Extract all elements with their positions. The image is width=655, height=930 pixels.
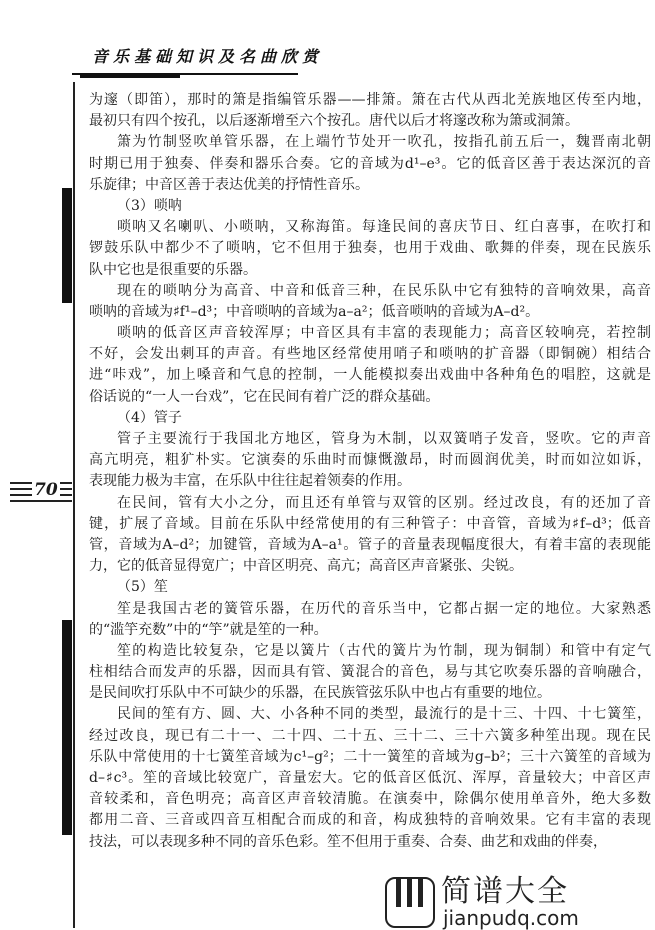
text-line: 管子主要流行于我国北方地区，管身为木制，以双簧哨子发音，竖吹。它的声音 — [117, 431, 651, 447]
paragraph — [89, 704, 651, 852]
text-line: 力，它的低音显得宽广；中音区明亮、高亢；高音区声音紧张、尖锐。 — [89, 558, 523, 575]
paragraph — [89, 281, 651, 323]
text-line: 高亢明亮，粗犷朴实。它演奏的乐曲时而慷慨激昂，时而圆润优美，时而如泣如诉， — [89, 452, 651, 469]
header-rule-accent — [80, 75, 180, 78]
paragraph — [89, 217, 651, 281]
paragraph — [89, 641, 651, 705]
body-text — [89, 90, 651, 853]
text-line: 柱相结合而发声的乐器，因而具有管、簧混合的音色，易与其它吹奏乐器的音响融合， — [89, 664, 651, 681]
text-line: 俗话说的“一人一台戏”，它在民间有着广泛的群众基础。 — [89, 388, 440, 405]
margin-thumb-bar — [62, 188, 72, 303]
text-line: 表现能力极为丰富，在乐队中往往起着领奏的作用。 — [89, 473, 411, 490]
paragraph — [89, 493, 651, 578]
text-line: 笙的构造比较复杂，它是以簧片（古代的簧片为竹制，现为铜制）和管中有定气 — [117, 642, 651, 659]
text-line: 队中它也是很重要的乐器。 — [89, 261, 257, 278]
text-line: 是民间吹打乐队中不可缺少的乐器，在民族管弦乐队中也占有重要的地位。 — [89, 685, 551, 702]
text-line: 键，扩展了音域。目前在乐队中经常使用的有三种管子：中音管，音域为♯f–d³；低音 — [89, 515, 651, 532]
text-line: 经过改良，现已有二十一、二十四、二十五、三十二、三十六簧多种笙出现。现在民 — [89, 727, 651, 744]
paragraph — [89, 429, 651, 493]
text-line: 锣鼓乐队中都少不了唢呐，它不但用于独奏，也用于戏曲、歌舞的伴奏，现在民族乐 — [89, 240, 651, 257]
text-line: 唢呐又名喇叭、小唢呐，又称海笛。每逢民间的喜庆节日、红白喜事，在吹打和 — [117, 219, 651, 236]
piano-keys-icon — [385, 877, 435, 928]
section-heading — [89, 196, 651, 217]
text-line: 民间的笙有方、圆、大、小各种不同的类型，最流行的是十三、十四、十七簧笙， — [117, 706, 651, 723]
page-number: 70 — [34, 480, 58, 500]
text-line: 技法，可以表现多种不同的音乐色彩。笙不但用于重奏、合奏、曲艺和戏曲的伴奏， — [89, 833, 607, 850]
text-line: 都用二音、三音或四音互相配合而成的和音，构成独特的音响效果。它有丰富的表现 — [89, 812, 651, 829]
text-line: 最初只有四个按孔，以后逐渐增至六个按孔。唐代以后才将邃改称为箫或洞箫。 — [89, 113, 579, 130]
watermark-logo — [385, 874, 655, 930]
text-line: 现在的唢呐分为高音、中音和低音三种，在民乐队中它有独特的音响效果，高音 — [117, 282, 651, 299]
section-heading — [89, 408, 651, 429]
text-line: 唢呐的音域为♯f¹–d³；中音唢呐的音域为a–a²；低音唢呐的音域为A–d²。 — [89, 303, 540, 320]
page-number-block — [10, 478, 72, 504]
text-line: （4）管子 — [117, 409, 182, 426]
paragraph — [89, 132, 651, 196]
paragraph — [89, 599, 651, 641]
text-line: 在民间，管有大小之分，而且还有单管与双管的区别。经过改良，有的还加了音 — [117, 494, 651, 511]
text-line: 音较柔和，音色明亮；高音区声音较清脆。在演奏中，除偶尔使用单音外，绝大多数 — [89, 791, 651, 808]
text-line: 进“咔戏”，加上嗓音和气息的控制，一人能模拟奏出戏曲中各种角色的唱腔，这就是 — [89, 367, 651, 384]
section-heading — [89, 577, 651, 598]
text-line: 为邃（即笛），那时的箫是指编管乐器——排箫。箫在古代从西北羌族地区传至内地， — [89, 92, 651, 108]
text-line: 箫为竹制竖吹单管乐器，在上端竹节处开一吹孔，按指孔前五后一，魏晋南北朝 — [117, 134, 651, 151]
paragraph — [89, 323, 651, 408]
margin-rule — [73, 82, 75, 928]
text-line: （3）唢呐 — [117, 197, 182, 214]
text-line: 乐队中常使用的十七簧笙音域为c¹–g²；二十一簧笙的音域为g–b²；三十六簧笙的音域为 — [89, 748, 651, 765]
text-line: 时期已用于独奏、伴奏和器乐合奏。它的音域为d¹–e³。它的低音区善于表达深沉的音 — [89, 155, 651, 172]
page-number-rule — [10, 500, 72, 502]
margin-thumb-bar — [62, 620, 72, 835]
text-line: 不好，会发出刺耳的声音。有些地区经常使用哨子和唢呐的扩音器（即铜碗）相结合 — [89, 346, 651, 363]
text-line: 管，音域为A–d²；加键管，音域为A–a¹。管子的音量表现幅度很大，有着丰富的表现能 — [89, 536, 651, 553]
running-header-book-title: 音乐基础知识及名曲欣赏 — [92, 47, 324, 66]
text-line: 乐旋律；中音区善于表达优美的抒情性音乐。 — [89, 176, 369, 193]
text-line: 笙是我国古老的簧管乐器，在历代的音乐当中，它都占据一定的地位。大家熟悉 — [117, 600, 651, 617]
watermark-url: jianpudq.com — [443, 906, 579, 930]
text-line: d–♯c³。笙的音域比较宽广，音量宏大。它的低音区低沉、浑厚，音量较大；中音区声 — [89, 770, 651, 786]
text-line: 的“滥竽充数”中的“竽”就是笙的一种。 — [89, 621, 328, 638]
text-line: （5）笙 — [117, 579, 168, 596]
watermark-title: 简谱大全 — [441, 874, 569, 909]
text-line: 唢呐的低音区声音较浑厚；中音区具有丰富的表现能力；高音区较响亮，若控制 — [117, 325, 651, 342]
paragraph — [89, 90, 651, 132]
